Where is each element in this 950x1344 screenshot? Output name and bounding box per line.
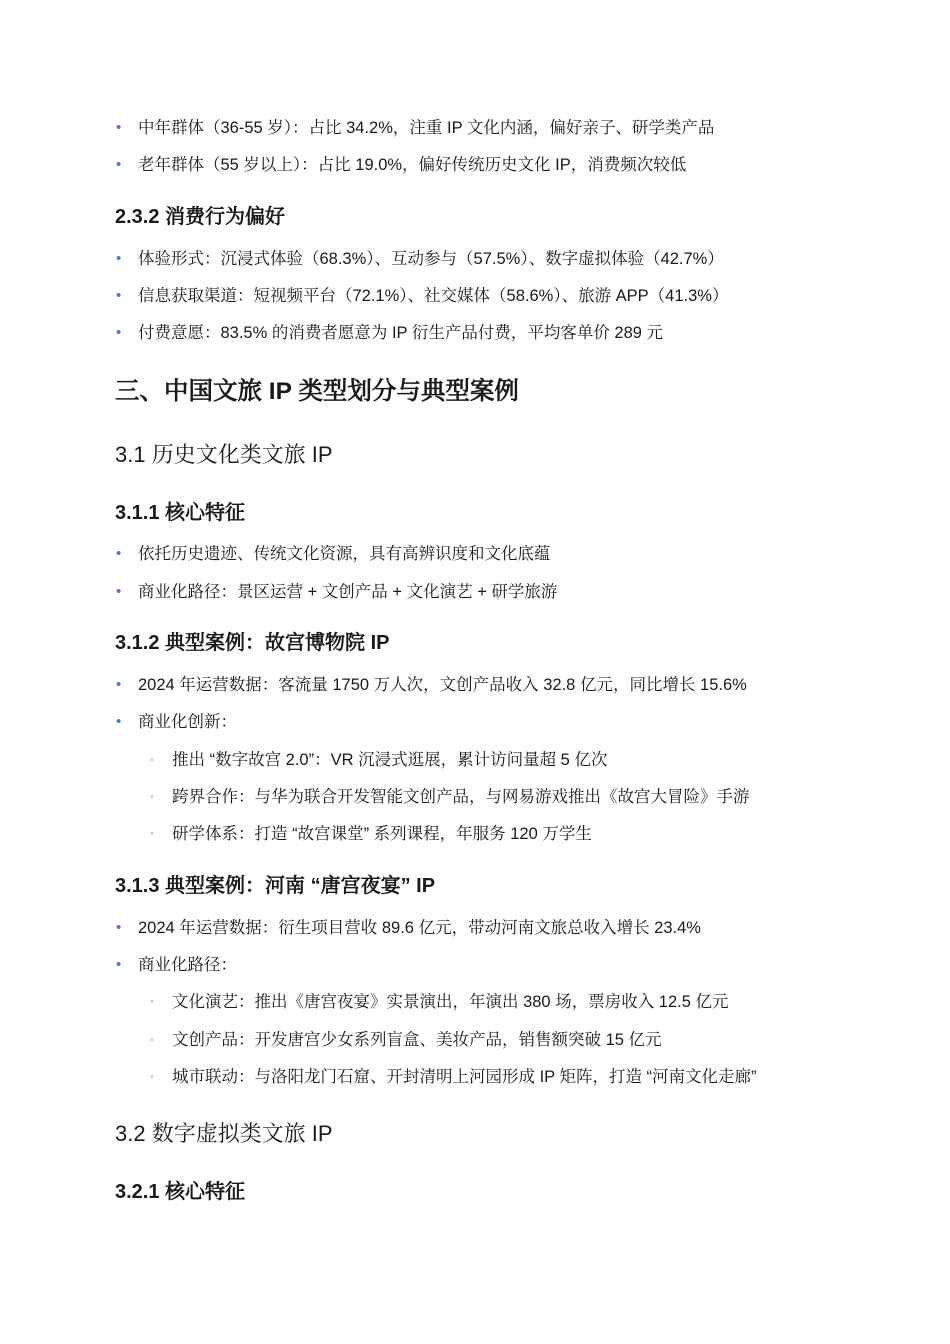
sub-list-item: ◦ 文创产品：开发唐宫少女系列盲盒、美妆产品，销售额突破 15 亿元: [150, 1031, 662, 1049]
list-item: • 2024 年运营数据：客流量 1750 万人次，文创产品收入 32.8 亿元，同比增长 15.6%: [116, 676, 747, 694]
sub-list-item: ◦ 推出 “数字故宫 2.0”：VR 沉浸式逛展，累计访问量超 5 亿次: [150, 751, 608, 769]
list-item: • 商业化路径：景区运营 + 文创产品 + 文化演艺 + 研学旅游: [116, 583, 558, 601]
subsection-heading: 3.2.1 核心特征: [115, 1181, 246, 1203]
sub-list-item: ◦ 城市联动：与洛阳龙门石窟、开封清明上河园形成 IP 矩阵，打造 “河南文化走廊”: [150, 1068, 757, 1086]
sub-bullet-icon: ◦: [150, 828, 154, 840]
section-heading: 2.3.2 消费行为偏好: [115, 206, 286, 228]
bullet-icon: •: [116, 156, 122, 173]
list-item: • 商业化创新：: [116, 713, 237, 731]
subsection-heading: 3.1.3 典型案例：河南 “唐宫夜宴” IP: [115, 875, 436, 897]
bullet-icon: •: [116, 119, 122, 136]
subsection-heading: 3.1.1 核心特征: [115, 502, 246, 524]
bullet-icon: •: [116, 919, 122, 936]
list-item: • 体验形式：沉浸式体验（68.3%）、互动参与（57.5%）、数字虚拟体验（42.7%）: [116, 250, 724, 268]
bullet-icon: •: [116, 287, 122, 304]
sub-bullet-icon: ◦: [150, 791, 154, 803]
sub-bullet-icon: ◦: [150, 1034, 154, 1046]
sub-bullet-icon: ◦: [150, 996, 154, 1008]
list-item: • 2024 年运营数据：衍生项目营收 89.6 亿元，带动河南文旅总收入增长 23.4%: [116, 919, 701, 937]
sub-list-item: ◦ 跨界合作：与华为联合开发智能文创产品，与网易游戏推出《故宫大冒险》手游: [150, 788, 750, 806]
list-item: • 中年群体（36-55 岁）：占比 34.2%，注重 IP 文化内涵，偏好亲子、研学类产品: [116, 119, 715, 137]
bullet-icon: •: [116, 713, 122, 730]
bullet-icon: •: [116, 583, 122, 600]
bullet-icon: •: [116, 545, 122, 562]
list-item: • 付费意愿：83.5% 的消费者愿意为 IP 衍生产品付费，平均客单价 289 元: [116, 324, 664, 342]
bullet-icon: •: [116, 250, 122, 267]
subsection-heading: 3.1.2 典型案例：故宫博物院 IP: [115, 632, 390, 654]
list-item: • 信息获取渠道：短视频平台（72.1%）、社交媒体（58.6%）、旅游 APP（41.3%）: [116, 287, 729, 305]
list-item: • 老年群体（55 岁以上）：占比 19.0%，偏好传统历史文化 IP，消费频次较低: [116, 156, 687, 174]
list-item: • 商业化路径：: [116, 956, 237, 974]
list-item: • 依托历史遗迹、传统文化资源，具有高辨识度和文化底蕴: [116, 545, 551, 563]
sub-list-item: ◦ 文化演艺：推出《唐宫夜宴》实景演出，年演出 380 场，票房收入 12.5 亿元: [150, 993, 729, 1011]
section-heading: 3.1 历史文化类文旅 IP: [115, 442, 333, 467]
bullet-icon: •: [116, 676, 122, 693]
bullet-icon: •: [116, 324, 122, 341]
sub-bullet-icon: ◦: [150, 754, 154, 766]
section-heading: 3.2 数字虚拟类文旅 IP: [115, 1121, 333, 1146]
bullet-icon: •: [116, 956, 122, 973]
chapter-heading: 三、中国文旅 IP 类型划分与典型案例: [115, 378, 519, 405]
sub-bullet-icon: ◦: [150, 1071, 154, 1083]
sub-list-item: ◦ 研学体系：打造 “故宫课堂” 系列课程，年服务 120 万学生: [150, 825, 592, 843]
